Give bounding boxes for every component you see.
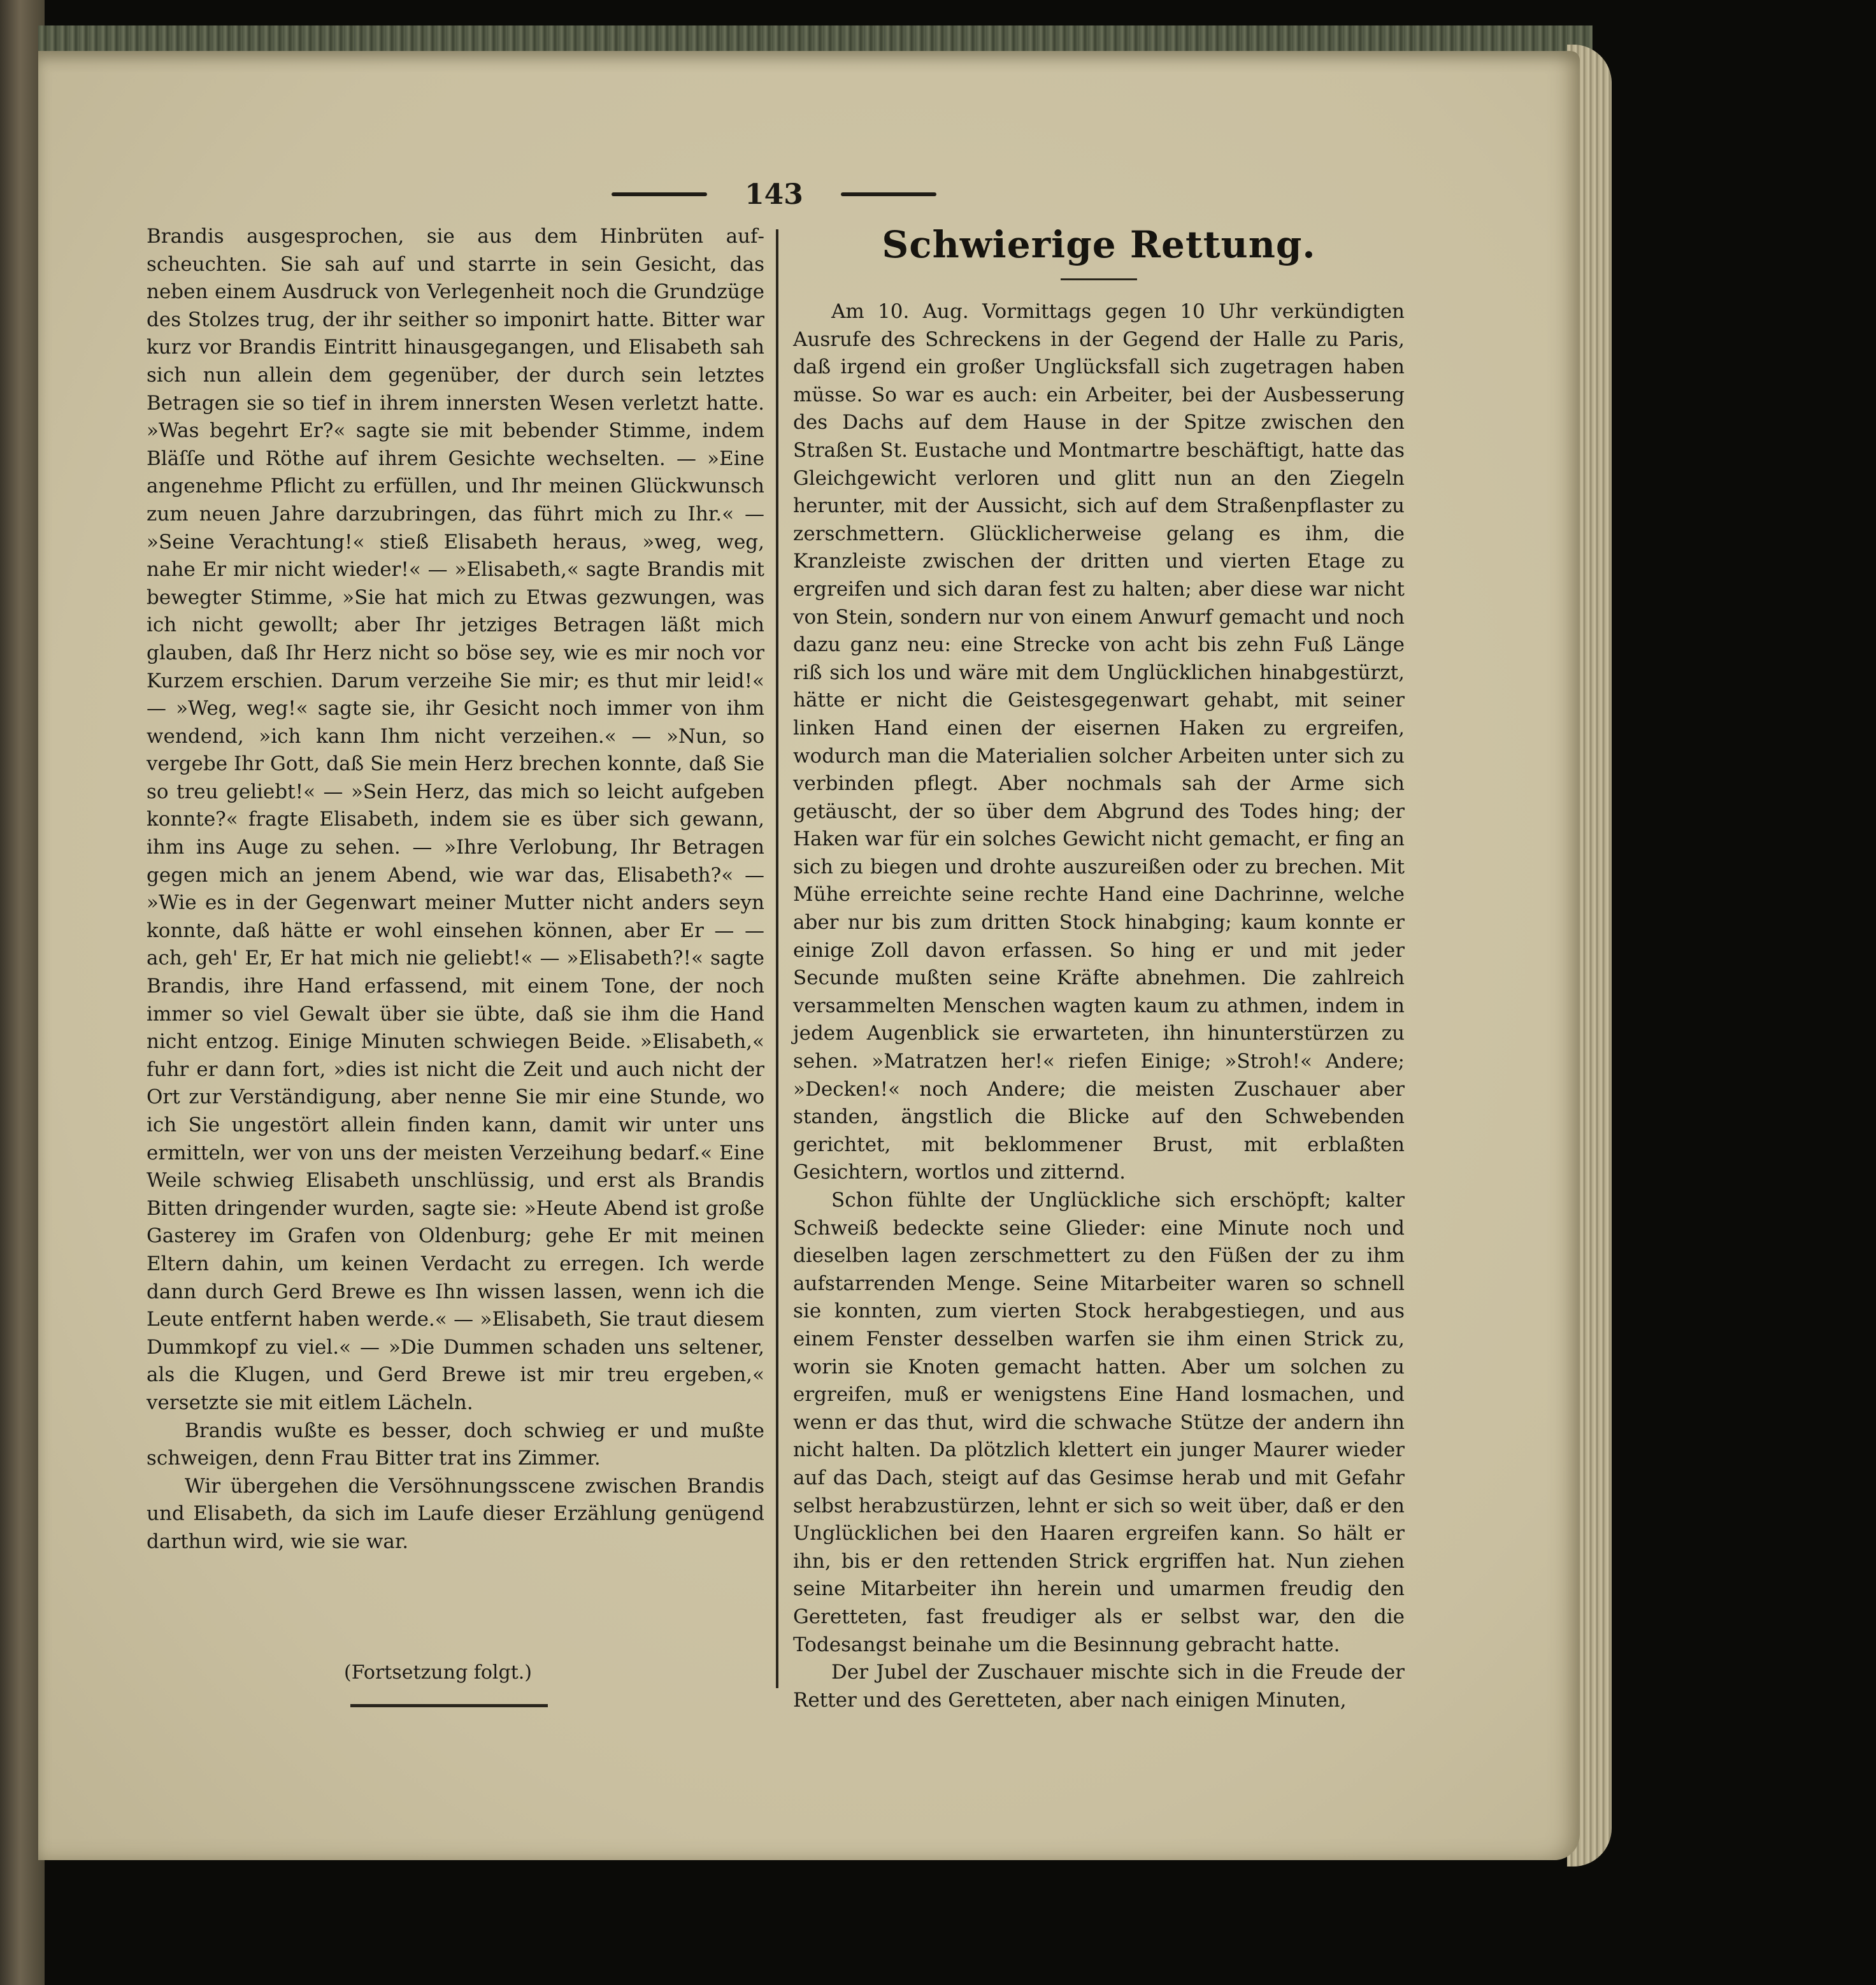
header-rule-right: [841, 192, 936, 196]
page-header: [612, 178, 936, 210]
column-divider: [776, 229, 778, 1688]
header-rule-left: [612, 192, 707, 196]
left-paragraph-2: Brandis wußte es besser, doch schwieg er und mußte schweigen, denn Frau Bitter trat ins Zimmer.: [147, 1419, 764, 1470]
right-paragraph-3: Der Jubel der Zuschauer mischte sich in die Freude der Retter und des Geretteten, aber nach einigen Minuten,: [793, 1661, 1405, 1712]
article-title: Schwierige Rettung.: [882, 223, 1316, 266]
left-paragraph-3: Wir übergehen die Versöhnungsscene zwischen Brandis und Elisabeth, da sich im Laufe dieser Erzählung genügend darthun wird, wie sie war.: [147, 1474, 764, 1553]
page-number: 143: [745, 178, 803, 211]
right-paragraph-1: Am 10. Aug. Vormittags gegen 10 Uhr verkündigten Ausrufe des Schreckens in der Gegend der Halle zu Paris, daß irgend ein großer Unglücksfall sich zugetragen haben müsse. So war es auch: ein Arbeiter, bei der Ausbesserung des Dachs auf dem Hause in der Spitze zwischen den Straßen St. Eustache und Montmartre beschäftigt, hatte das Gleichgewicht verloren und glitt nun an den Ziegeln herunter, mit der Aussicht, sich auf dem Straßenpflaster zu zerschmettern. Glücklicherweise gelang es ihm, die Kranzleiste zwischen der dritten und vierten Etage zu ergreifen und sich daran fest zu halten; aber diese war nicht von Stein, sondern nur von einem Anwurf gemacht und noch dazu ganz neu: eine Strecke von acht bis zehn Fuß Länge riß sich los und wäre mit dem Unglücklichen hinabgestürzt, hätte er nicht die Geistesgegenwart gehabt, mit seiner linken Hand einen der eisernen Haken zu ergreifen, wodurch man die Materialien solcher Arbeiten unter sich zu verbinden pflegt. Aber nochmals sah der Arme sich getäuscht, der so über dem Abgrund des Todes hing; der Haken war für ein solches Gewicht nicht gemacht, er fing an sich zu biegen und drohte auszureißen oder zu brechen. Mit Mühe erreichte seine rechte Hand eine Dachrinne, welche aber nur bis zum dritten Stock hinabging; kaum konnte er einige Zoll davon erfassen. So hing er und mit jeder Secunde mußten seine Kräfte abnehmen. Die zahlreich versammelten Menschen wagten kaum zu athmen, indem in jedem Augenblick sie erwarteten, ihn hinunterstürzen zu sehen. »Matratzen her!« riefen Einige; »Stroh!« Andere; »Decken!« noch Andere; die meisten Zuschauer aber standen, ängstlich die Blicke auf den Schwebenden gerichtet, mit beklommener Brust, mit erblaßten Gesichtern, wortlos und zitternd.: [793, 300, 1405, 1184]
end-rule: [350, 1704, 548, 1707]
left-column: [147, 223, 764, 1556]
continuation-note: (Fortsetzung folgt.): [344, 1661, 532, 1684]
right-paragraph-2: Schon fühlte der Unglückliche sich erschöpft; kalter Schweiß bedeckte seine Glieder: eine Minute noch und dieselben lagen zerschmettert zu den Füßen der zu ihm aufstarrenden Menge. Seine Mitarbeiter waren so schnell sie konnten, zum vierten Stock herabgestiegen, und aus einem Fenster desselben warfen sie ihm einen Strick zu, worin sie Knoten gemacht hatten. Aber um solchen zu ergreifen, muß er wenigstens Eine Hand losmachen, und wenn er das thut, wird die schwache Stütze der andern ihn nicht halten. Da plötzlich klettert ein junger Maurer wieder auf das Dach, steigt auf das Gesimse herab und mit Gefahr selbst herabzustürzen, lehnt er sich so weit über, daß er den Unglücklichen bei den Haaren ergreifen kann. So hält er ihn, bis er den rettenden Strick ergriffen hat. Nun ziehen seine Mitarbeiter ihn herein und umarmen freudig den Geretteten, fast freudiger als er selbst war, den die Todesangst beinahe um die Besinnung gebracht hatte.: [793, 1189, 1405, 1656]
right-column: [793, 298, 1405, 1714]
title-rule: [1061, 278, 1137, 280]
left-paragraph-1: Brandis ausgesprochen, sie aus dem Hinbrüten aufscheuchten. Sie sah auf und starrte in sein Gesicht, das neben einem Ausdruck von Verlegenheit noch die Grundzüge des Stolzes trug, der ihr seither so imponirt hatte. Bitter war kurz vor Brandis Eintritt hinausgegangen, und Elisabeth sah sich nun allein dem gegenüber, der durch sein letztes Betragen sie so tief in ihrem innersten Wesen verletzt hatte. »Was begehrt Er?« sagte sie mit bebender Stimme, indem Bläſſe und Röthe auf ihrem Gesichte wechselten. — »Eine angenehme Pflicht zu erfüllen, und Ihr meinen Glückwunsch zum neuen Jahre darzubringen, das führt mich zu Ihr.« — »Seine Verachtung!« stieß Elisabeth heraus, »weg, weg, nahe Er mir nicht wieder!« — »Elisabeth,« sagte Brandis mit bewegter Stimme, »Sie hat mich zu Etwas gezwungen, was ich nicht gewollt; aber Ihr jetziges Betragen läßt mich glauben, daß Ihr Herz nicht so böse sey, wie es mir noch vor Kurzem erschien. Darum verzeihe Sie mir; es thut mir leid!« — »Weg, weg!« sagte sie, ihr Gesicht noch immer von ihm wendend, »ich kann Ihm nicht verzeihen.« — »Nun, so vergebe Ihr Gott, daß Sie mein Herz brechen konnte, daß Sie so treu geliebt!« — »Sein Herz, das mich so leicht aufgeben konnte?« fragte Elisabeth, indem sie es über sich gewann, ihm ins Auge zu sehen. — »Ihre Verlobung, Ihr Betragen gegen mich an jenem Abend, wie war das, Elisabeth?« — »Wie es in der Gegenwart meiner Mutter nicht anders seyn konnte, daß hätte er wohl einsehen können, aber Er — — ach, geh' Er, Er hat mich nie geliebt!« — »Elisabeth?!« sagte Brandis, ihre Hand erfassend, mit einem Tone, der noch immer so viel Gewalt über sie übte, daß sie ihm die Hand nicht entzog. Einige Minuten schwiegen Beide. »Elisabeth,« fuhr er dann fort, »dies ist nicht die Zeit und auch nicht der Ort zur Verständigung, aber nenne Sie mir eine Stunde, wo ich Sie ungestört allein finden kann, damit wir unter uns ermitteln, wer von uns der meisten Verzeihung bedarf.« Eine Weile schwieg Elisabeth unschlüssig, und erst als Brandis Bitten dringender wurden, sagte sie: »Heute Abend ist große Gasterey im Grafen von Oldenburg; gehe Er mit meinen Eltern dahin, um keinen Verdacht zu erregen. Ich werde dann durch Gerd Brewe es Ihn wissen lassen, wenn ich die Leute entfernt haben werde.« — »Elisabeth, Sie traut diesem Dummkopf zu viel.« — »Die Dummen schaden uns seltener, als die Klugen, und Gerd Brewe ist mir treu ergeben,« versetzte sie mit eitlem Lächeln.: [147, 225, 764, 1414]
